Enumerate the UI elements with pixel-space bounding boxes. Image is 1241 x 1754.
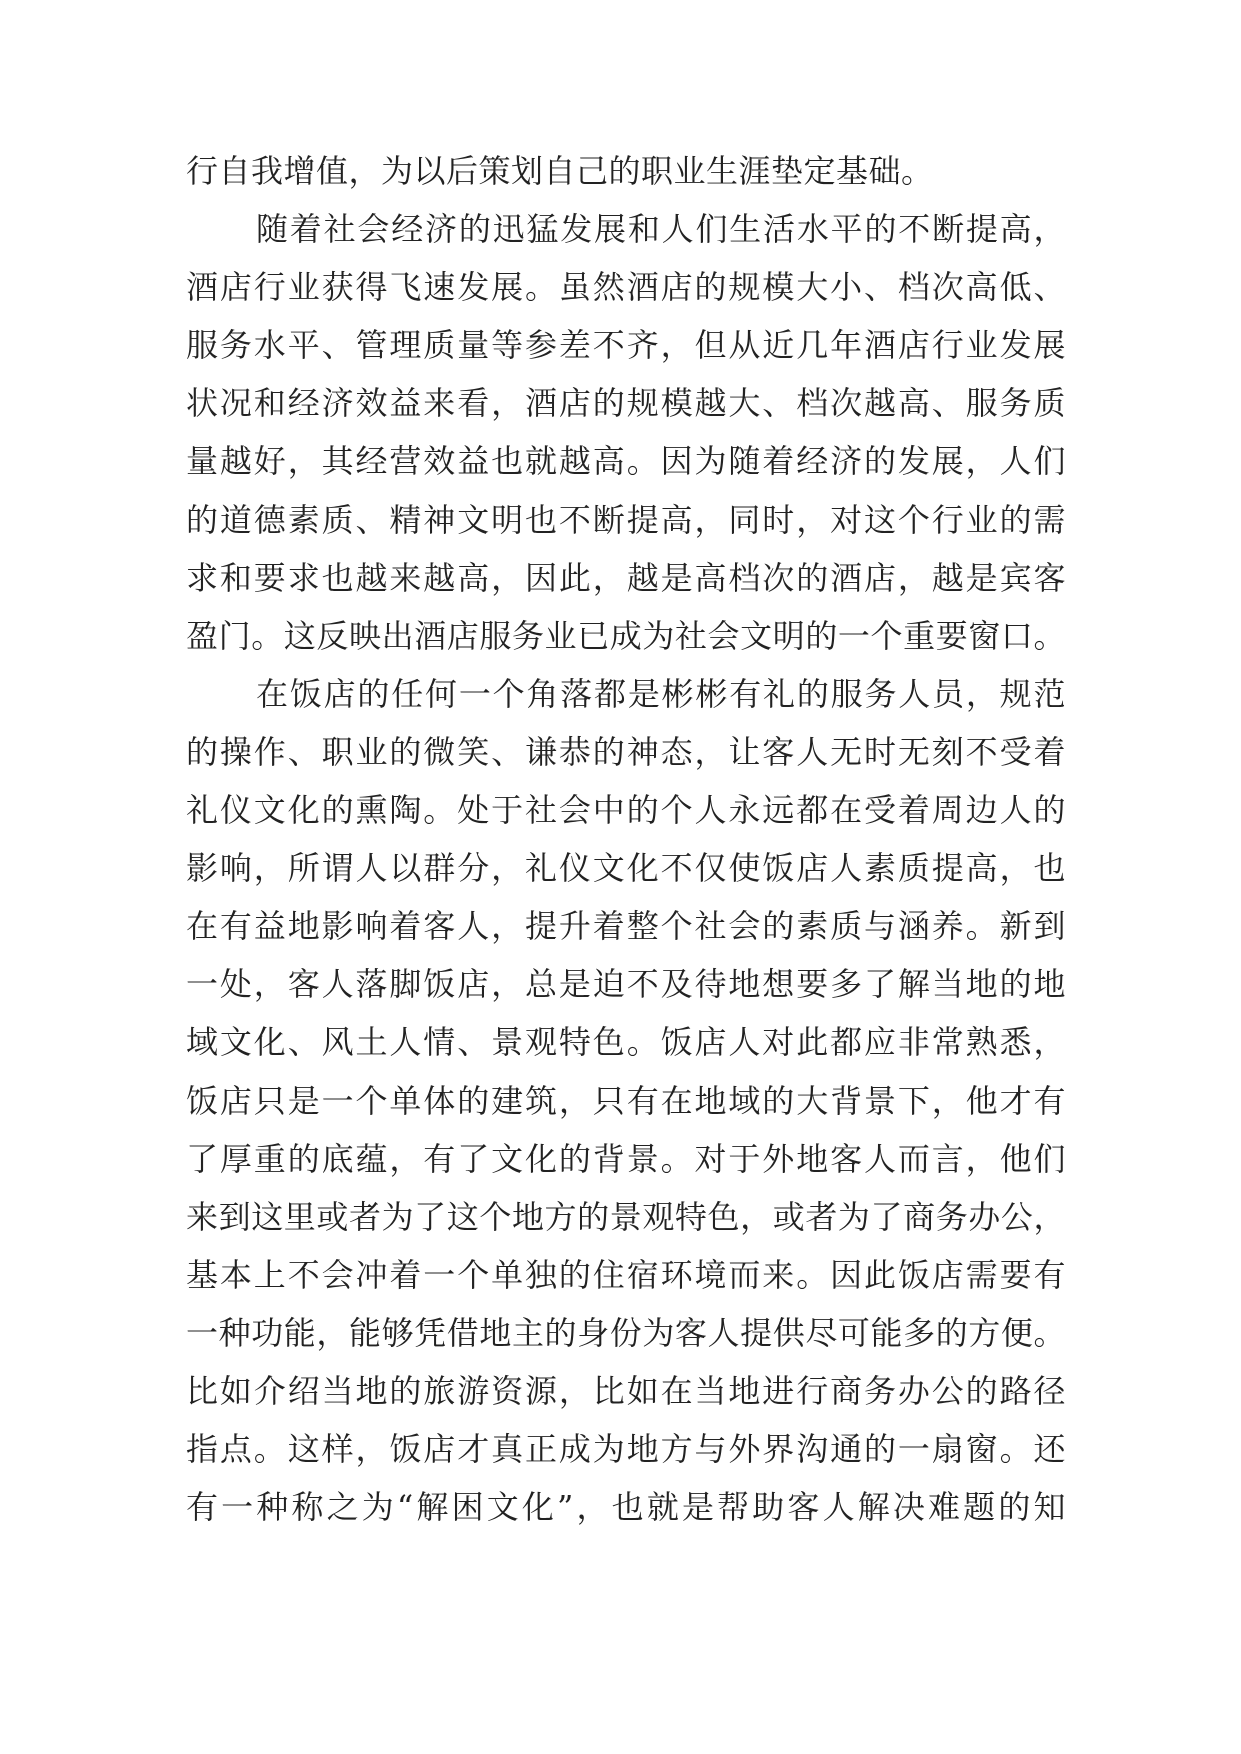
text-line: 比如介绍当地的旅游资源，比如在当地进行商务办公的路径 bbox=[186, 1371, 1066, 1410]
text-line: 影响，所谓人以群分，礼仪文化不仅使饭店人素质提高，也 bbox=[186, 849, 1066, 888]
text-line: 指点。这样，饭店才真正成为地方与外界沟通的一扇窗。还 bbox=[186, 1430, 1066, 1469]
text-line: 礼仪文化的熏陶。处于社会中的个人永远都在受着周边人的 bbox=[186, 791, 1066, 830]
text-line: 一种功能，能够凭借地主的身份为客人提供尽可能多的方便。 bbox=[186, 1313, 1066, 1352]
text-line: 服务水平、管理质量等参差不齐，但从近几年酒店行业发展 bbox=[186, 326, 1066, 365]
text-line: 盈门。这反映出酒店服务业已成为社会文明的一个重要窗口。 bbox=[186, 616, 1066, 655]
text-line: 来到这里或者为了这个地方的景观特色，或者为了商务办公， bbox=[186, 1197, 1066, 1236]
text-line: 了厚重的底蕴，有了文化的背景。对于外地客人而言，他们 bbox=[186, 1139, 1066, 1178]
text-line: 域文化、风土人情、景观特色。饭店人对此都应非常熟悉， bbox=[186, 1023, 1066, 1062]
paragraph-start-line: 随着社会经济的迅猛发展和人们生活水平的不断提高， bbox=[256, 210, 1066, 249]
text-line: 酒店行业获得飞速发展。虽然酒店的规模大小、档次高低、 bbox=[186, 268, 1066, 307]
body-text bbox=[186, 142, 1066, 1536]
text-line: 有一种称之为“解困文化”，也就是帮助客人解决难题的知 bbox=[186, 1488, 1066, 1527]
paragraph-start-line: 在饭店的任何一个角落都是彬彬有礼的服务人员，规范 bbox=[256, 674, 1066, 713]
text-line: 求和要求也越来越高，因此，越是高档次的酒店，越是宾客 bbox=[186, 558, 1066, 597]
text-line: 状况和经济效益来看，酒店的规模越大、档次越高、服务质 bbox=[186, 384, 1066, 423]
text-line: 的道德素质、精神文明也不断提高，同时，对这个行业的需 bbox=[186, 500, 1066, 539]
text-line: 的操作、职业的微笑、谦恭的神态，让客人无时无刻不受着 bbox=[186, 732, 1066, 771]
text-line: 饭店只是一个单体的建筑，只有在地域的大背景下，他才有 bbox=[186, 1081, 1066, 1120]
text-line: 一处，客人落脚饭店，总是迫不及待地想要多了解当地的地 bbox=[186, 965, 1066, 1004]
text-line: 基本上不会冲着一个单独的住宿环境而来。因此饭店需要有 bbox=[186, 1255, 1066, 1294]
text-line: 行自我增值，为以后策划自己的职业生涯垫定基础。 bbox=[186, 152, 934, 190]
text-line: 量越好，其经营效益也就越高。因为随着经济的发展，人们 bbox=[186, 442, 1066, 481]
text-line: 在有益地影响着客人，提升着整个社会的素质与涵养。新到 bbox=[186, 907, 1066, 946]
